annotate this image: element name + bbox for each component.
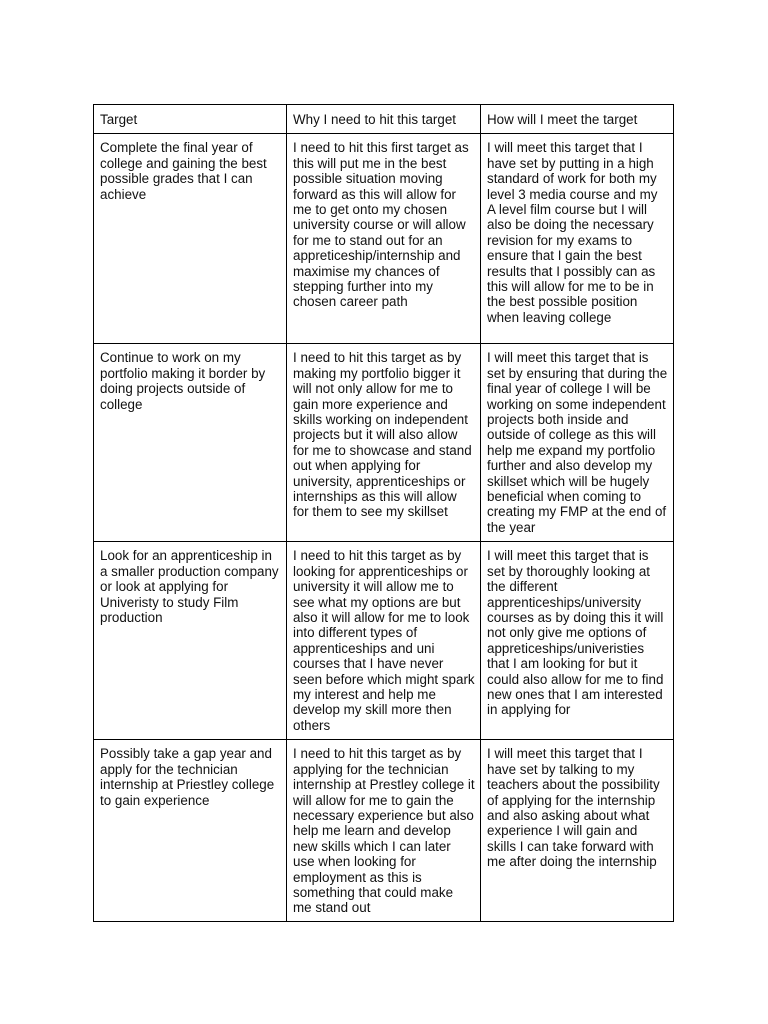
why-cell: I need to hit this first target as this will put me in the best possible situation moving forward as this will allow for me to get onto my chosen university course or will allow for me to stand out for an appreticeship/internship and maximise my chances of stepping further into my chosen career path: [287, 134, 481, 344]
target-cell: Continue to work on my portfolio making it border by doing projects outside of college: [94, 344, 287, 542]
how-cell: I will meet this target that I have set by talking to my teachers about the possibility of applying for the internship and also asking about what experience I will gain and skills I can take forward with me after doing the internship: [481, 740, 674, 922]
target-cell: Complete the final year of college and gaining the best possible grades that I can achieve: [94, 134, 287, 344]
table-header-row: [94, 105, 674, 134]
header-why: Why I need to hit this target: [287, 105, 481, 134]
table-row: [94, 134, 674, 344]
target-cell: Possibly take a gap year and apply for the technician internship at Priestley college to gain experience: [94, 740, 287, 922]
table-row: [94, 344, 674, 542]
how-cell: I will meet this target that I have set by putting in a high standard of work for both my level 3 media course and my A level film course but I will also be doing the necessary revision for my exams to ensure that I gain the best results that I possibly can as this will allow for me to be in the best possible position when leaving college: [481, 134, 674, 344]
table-row: [94, 542, 674, 740]
target-cell: Look for an apprenticeship in a smaller production company or look at applying for Univeristy to study Film production: [94, 542, 287, 740]
why-cell: I need to hit this target as by making my portfolio bigger it will not only allow for me to gain more experience and skills working on independent projects but it will also allow for me to showcase and stand out when applying for university, apprenticeships or internships as this will allow for them to see my skillset: [287, 344, 481, 542]
why-cell: I need to hit this target as by applying for the technician internship at Prestley college it will allow for me to gain the necessary experience but also help me learn and develop new skills which I can later use when looking for employment as this is something that could make me stand out: [287, 740, 481, 922]
how-cell: I will meet this target that is set by ensuring that during the final year of college I will be working on some independent projects both inside and outside of college as this will help me expand my portfolio further and also develop my skillset which will be hugely beneficial when coming to creating my FMP at the end of the year: [481, 344, 674, 542]
targets-table: [93, 104, 674, 922]
table-row: [94, 740, 674, 922]
header-target: Target: [94, 105, 287, 134]
how-cell: I will meet this target that is set by thoroughly looking at the different apprenticeships/university courses as by doing this it will not only give me options of appreticeships/univeristies that I am looking for but it could also allow for me to find new ones that I am interested in applying for: [481, 542, 674, 740]
header-how: How will I meet the target: [481, 105, 674, 134]
why-cell: I need to hit this target as by looking for apprenticeships or university it will allow me to see what my options are but also it will allow for me to look into different types of apprenticeships and uni courses that I have never seen before which might spark my interest and help me develop my skill more then others: [287, 542, 481, 740]
